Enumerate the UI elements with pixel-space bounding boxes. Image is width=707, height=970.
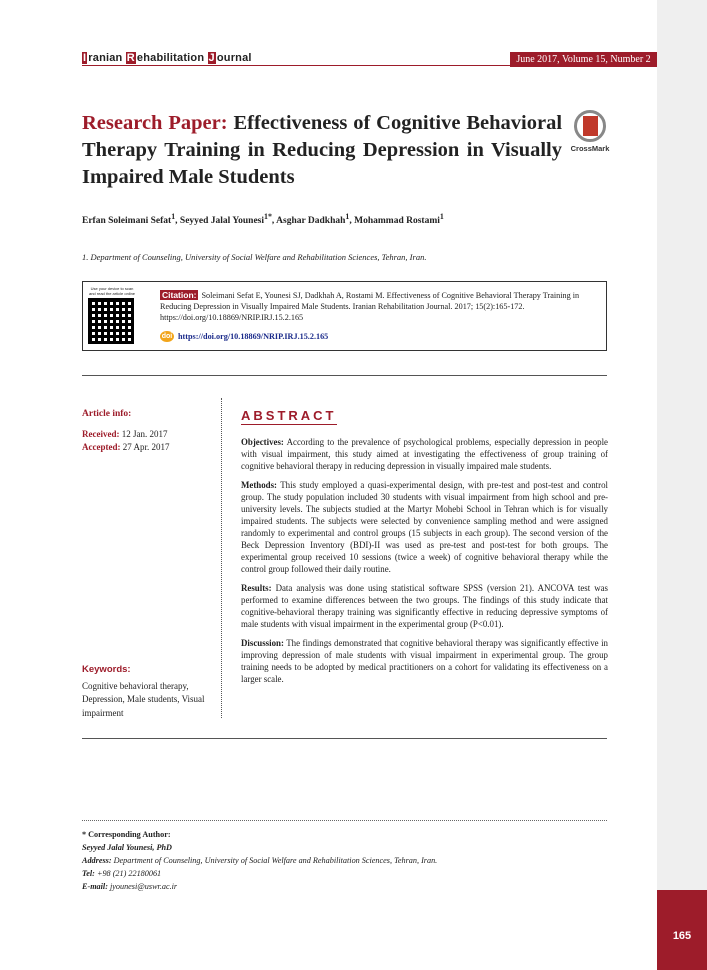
section-text: This study employed a quasi-experimental design, with pre-test and post-test and control group. The study population included 30 students with visual impairment from high school and pre-university levels. The subjects studied at the Martyr Mohebi School in Tehran which is for visually impaired students. The subjects were selected by convenience sampling method and were assigned randomly to experimental and control groups (15 subjects in each group). The second version of the Beck Depression Inventory (BDI)-II was used as pre-test and post-test for both groups. The experimental group received 10 sessions (twice a week) of cognitive behavioral therapy while the control group followed their daily routine. (241, 480, 608, 574)
section-rule (82, 738, 607, 739)
crossmark-label: CrossMark (570, 144, 610, 153)
abstract-objectives (241, 436, 608, 472)
received-date: 12 Jan. 2017 (121, 428, 168, 439)
received-label: Received: (82, 428, 120, 439)
section-text: The findings demonstrated that cognitive behavioral therapy was significantly effective in improving depression of male students with visual impairment in experimental group. The group training needs to be adopted by medical practitioners on a cohort for validating its effectiveness on a larger scale. (241, 638, 608, 684)
doi-link[interactable]: https://doi.org/10.18869/NRIP.IRJ.15.2.165 (178, 332, 329, 341)
journal-cap-r: R (126, 52, 135, 64)
corresponding-name: Seyyed Jalal Younesi, PhD (82, 843, 172, 852)
qr-code-icon[interactable] (88, 298, 134, 344)
article-info (82, 408, 170, 455)
address-text: Department of Counseling, University of Social Welfare and Rehabilitation Sciences, Tehran, Iran. (113, 856, 438, 865)
received-date-line (82, 428, 170, 442)
title-lead: Research Paper: (82, 112, 228, 134)
author-sup: 1 (439, 212, 444, 221)
author-name: Seyyed Jalal Younesi (179, 216, 265, 227)
corresponding-heading: * Corresponding Author: (82, 830, 171, 839)
section-label: Discussion: (241, 638, 284, 648)
author-list: Erfan Soleimani Sefat$^1$, Seyyed Jalal Younesi$^{1*}$, Asghar Dadkhah$^1$, Mohammad Rostami$^1$ (82, 212, 444, 227)
citation-body: Soleimani Sefat E, Younesi SJ, Dadkhah A, Rostami M. Effectiveness of Cognitive Behavioral Therapy Training in Reducing Depression in Visually Impaired Male Students. Iranian Rehabilitation Journal. 2017; 15(2):165-172. https://doi.org/10.18869/NRIP.IRJ.15.2.165 (160, 291, 580, 322)
tel-line (82, 867, 437, 880)
doi-icon: doi (161, 333, 173, 340)
qr-block (88, 286, 136, 344)
footnote-divider (82, 820, 607, 821)
header-rule (82, 65, 510, 66)
page-number: 165 (672, 930, 692, 942)
tel-label: Tel: (82, 869, 95, 878)
side-strip (657, 0, 707, 970)
paper-title (82, 110, 562, 191)
abstract-body (241, 436, 608, 692)
section-label: Methods: (241, 480, 277, 490)
accepted-date-line (82, 441, 170, 455)
section-text: According to the prevalence of psychological problems, especially depression in people with visual impairment, this study aimed at investigating the effectiveness of group training of cognitive behavioral therapy in reducing depression in visually impaired male students. (241, 437, 608, 471)
abstract-heading: ABSTRACT (241, 408, 337, 423)
journal-word-2: ehabilitation (136, 52, 208, 64)
article-info-heading: Article info: (82, 409, 132, 419)
email-link[interactable]: jyounesi@uswr.ac.ir (109, 882, 178, 891)
email-line (82, 880, 437, 893)
keywords (82, 663, 212, 720)
author-sup: 1 (171, 212, 176, 221)
journal-word-3: ournal (216, 52, 252, 64)
qr-caption: Use your device to scan and read the article online (88, 286, 136, 296)
section-label: Results: (241, 583, 272, 593)
doi-line (160, 331, 328, 342)
tel-text: +98 (21) 22180061 (96, 869, 162, 878)
email-label: E-mail: (82, 882, 108, 891)
journal-name (82, 52, 252, 64)
citation-label: Citation: (162, 290, 197, 300)
abstract-methods (241, 479, 608, 575)
title-text: Effectiveness of Cognitive Behavioral Therapy Training in Reducing Depression in Visually Impaired Male Students (82, 112, 563, 188)
journal-cap-j: J (208, 52, 215, 64)
affiliation: 1. Department of Counseling, University of Social Welfare and Rehabilitation Sciences, Tehran, Iran. (82, 252, 427, 262)
author-sup: 1 (345, 212, 350, 221)
abstract-results (241, 582, 608, 630)
author-sup: 1* (264, 212, 272, 221)
keywords-text: Cognitive behavioral therapy, Depression, Male students, Visual impairment (82, 680, 205, 718)
issue-tag: June 2017, Volume 15, Number 2 (510, 52, 657, 67)
accepted-label: Accepted: (82, 442, 121, 452)
abstract-discussion (241, 637, 608, 685)
author-name: Asghar Dadkhah (276, 216, 346, 227)
column-divider (221, 398, 222, 718)
author-name: Erfan Soleimani Sefat (82, 216, 172, 227)
section-text: Data analysis was done using statistical software SPSS (version 21). ANCOVA test was performed to examine differences between the two groups. The findings of this study indicate that cognitive-behavioral therapy training was significantly effective in reducing depressive symptoms of male students with visual impairment in the experimental group (P<0.01). (241, 583, 609, 629)
journal-cap-i: I (83, 52, 87, 64)
keywords-heading: Keywords: (82, 664, 131, 675)
crossmark-badge[interactable] (570, 110, 610, 153)
citation-text (160, 290, 600, 323)
section-rule (82, 375, 607, 376)
crossmark-icon (574, 110, 606, 142)
author-name: Mohammad Rostami (354, 216, 440, 227)
corresponding-author (82, 828, 437, 893)
journal-word-1: ranian (88, 52, 126, 64)
citation-box (82, 281, 607, 351)
address-label: Address: (82, 856, 112, 865)
section-label: Objectives: (241, 437, 284, 447)
accepted-date: 27 Apr. 2017 (122, 442, 170, 452)
address-line (82, 854, 437, 867)
